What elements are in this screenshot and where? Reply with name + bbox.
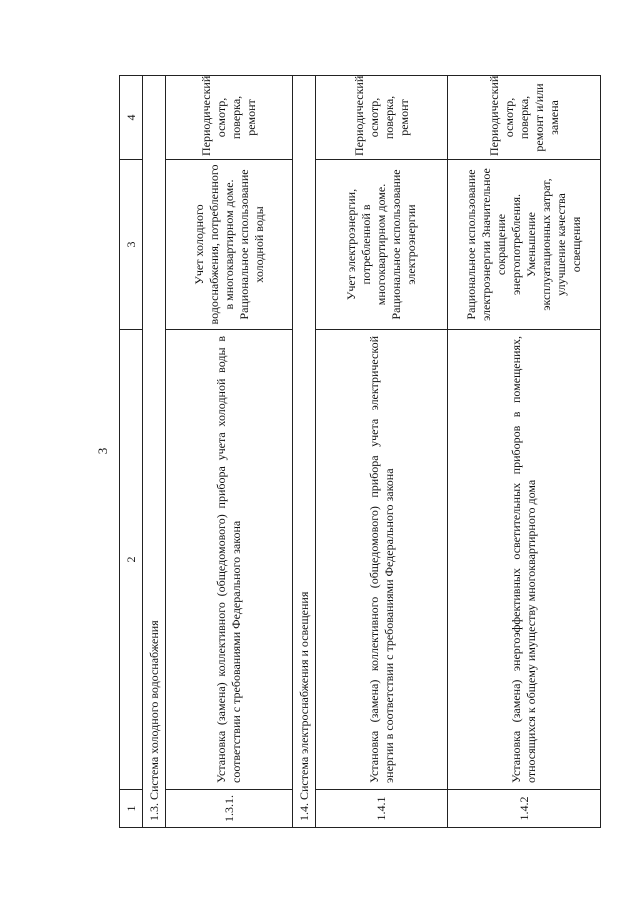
table-header-row [120,76,143,828]
column-header-1: 1 [120,790,143,828]
column-header-4: 4 [120,76,143,160]
row-action: Периодический осмотр, поверка, ремонт [316,76,448,160]
row-number: 1.4.2 [448,790,601,828]
row-result: Рациональное использование электроэнергии Значительное сокращение энергопотребления. Уменьшение эксплуатационных затрат, улучшение качества освещения [448,160,601,330]
measures-table [119,75,601,828]
row-description: Установка (замена) коллективного (общедомового) прибора учета холодной воды в соответствии с требованиями Федерального закона [166,330,293,790]
section-title: 1.3. Система холодного водоснабжения [143,76,166,828]
section-title: 1.4. Система электроснабжения и освещения [293,76,316,828]
row-number: 1.4.1 [316,790,448,828]
row-result: Учет электроэнергии, потребленной в многоквартирном доме. Рациональное использование электроэнергии [316,160,448,330]
row-description: Установка (замена) энергоэффективных осветительных приборов в помещениях, относящихся к общему имуществу многоквартирного дома [448,330,601,790]
row-description: Установка (замена) коллективного (общедомового) прибора учета электрической энергии в соответствии с требованиями Федерального закона [316,330,448,790]
page-number: 3 [95,447,110,455]
section-header-electricity [293,76,316,828]
rotated-table-container [119,76,633,828]
row-action: Периодический осмотр, поверка, ремонт [166,76,293,160]
section-header-cold-water [143,76,166,828]
table-row [166,76,293,828]
column-header-3: 3 [120,160,143,330]
column-header-2: 2 [120,330,143,790]
row-action: Периодический осмотр, поверка, ремонт и/или замена [448,76,601,160]
row-number: 1.3.1. [166,790,293,828]
row-result: Учет холодного водоснабжения, потребленного в многоквартирном доме. Рациональное использование холодной воды [166,160,293,330]
table-row [316,76,448,828]
table-row [448,76,601,828]
